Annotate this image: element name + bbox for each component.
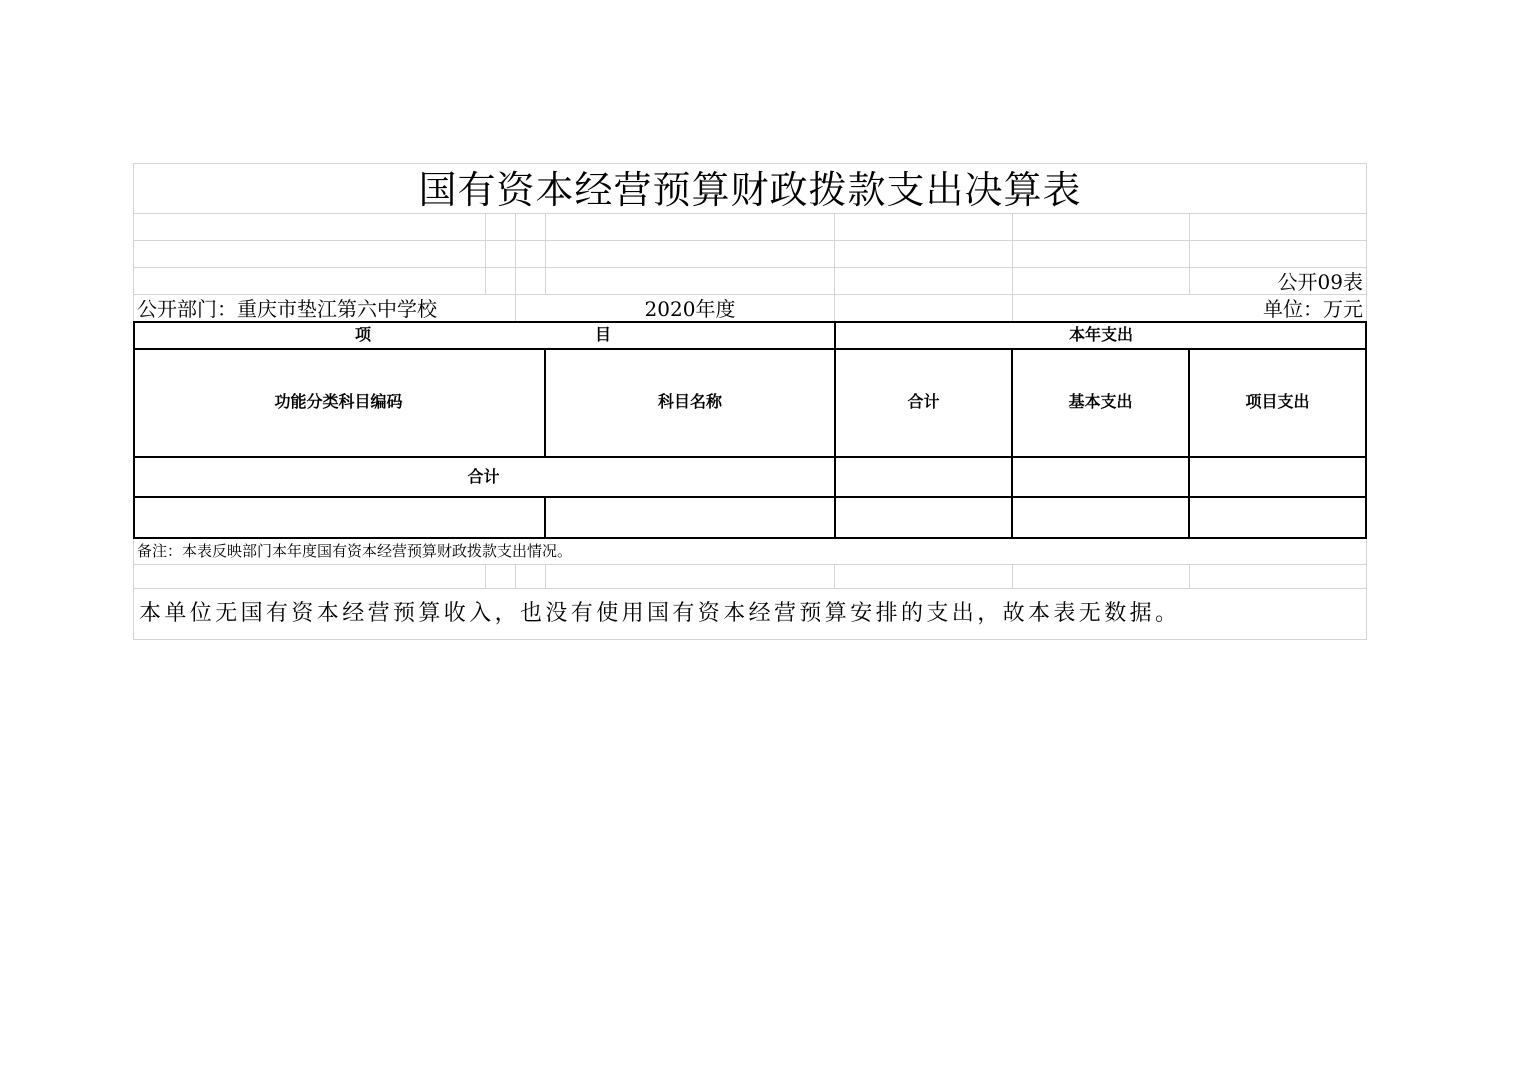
- header-current-year-expenditure: 本年支出: [1068, 325, 1133, 344]
- table-border: [1188, 348, 1190, 539]
- table-border: [133, 321, 135, 539]
- grid-line: [545, 213, 546, 294]
- grid-line: [133, 564, 1367, 565]
- fiscal-year: 2020年度: [644, 297, 736, 321]
- form-code: 公开09表: [1277, 270, 1363, 294]
- remark-note: 备注：本表反映部门本年度国有资本经营预算财政拨款支出情况。: [137, 542, 573, 560]
- budget-sheet: [133, 163, 1367, 640]
- grid-line: [1189, 564, 1190, 588]
- header-project-left: 项: [354, 325, 371, 344]
- grid-line: [545, 564, 546, 588]
- page-title: 国有资本经营预算财政拨款支出决算表: [418, 168, 1082, 212]
- grid-line: [133, 639, 1367, 640]
- table-border: [133, 456, 1367, 458]
- grid-line: [1012, 564, 1013, 588]
- table-border: [834, 321, 836, 539]
- grid-line: [485, 564, 486, 588]
- grid-line: [133, 294, 1367, 295]
- column-header-name: 科目名称: [657, 392, 722, 411]
- unit-label: 单位：万元: [1263, 297, 1363, 321]
- column-header-code: 功能分类科目编码: [274, 392, 403, 411]
- grid-line: [133, 240, 1367, 241]
- header-project-right: 目: [594, 325, 611, 344]
- grid-line: [133, 163, 1367, 164]
- grid-line: [1189, 213, 1190, 294]
- grid-line: [133, 267, 1367, 268]
- table-border: [133, 348, 1367, 350]
- table-border: [133, 496, 1367, 498]
- grid-line: [515, 564, 516, 588]
- column-header-total: 合计: [907, 392, 940, 411]
- grid-line: [515, 213, 516, 321]
- row-total-label: 合计: [467, 467, 500, 486]
- table-border: [1365, 321, 1367, 539]
- grid-line: [1012, 213, 1013, 321]
- column-header-project: 项目支出: [1245, 392, 1310, 411]
- department-label: 公开部门：重庆市垫江第六中学校: [137, 297, 437, 321]
- table-border: [544, 496, 546, 539]
- grid-line: [834, 564, 835, 588]
- table-border: [1011, 348, 1013, 539]
- grid-line: [485, 213, 486, 294]
- column-header-basic: 基本支出: [1068, 392, 1133, 411]
- no-data-statement: 本单位无国有资本经营预算收入，也没有使用国有资本经营预算安排的支出，故本表无数据。: [139, 601, 1181, 626]
